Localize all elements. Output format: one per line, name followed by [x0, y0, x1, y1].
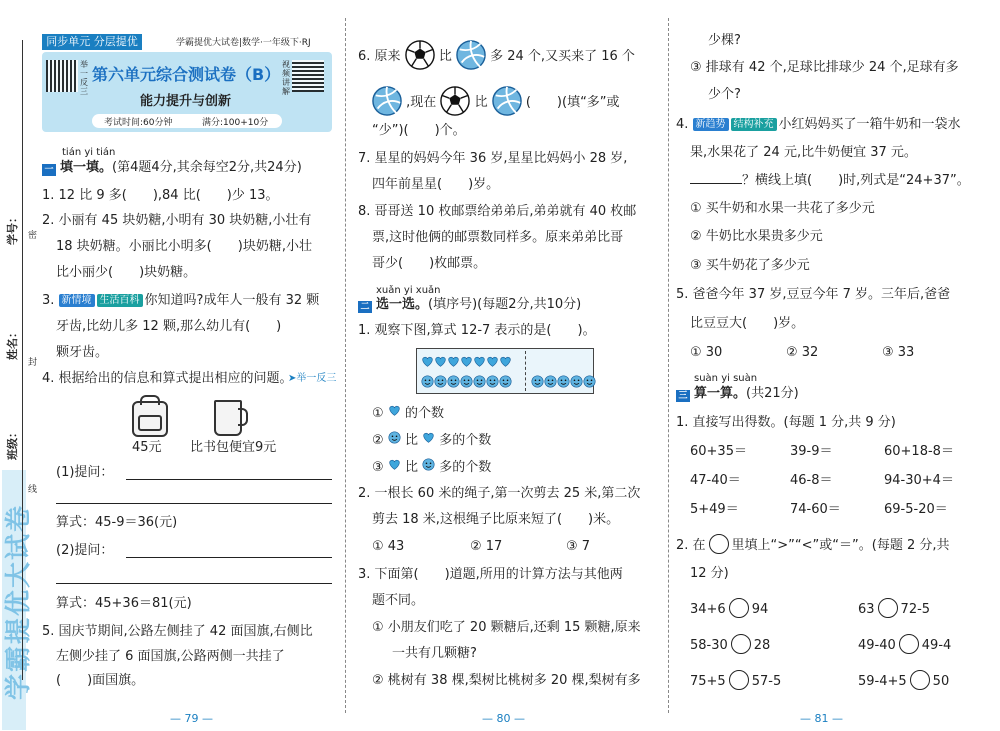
- calc-r2c3: 94-30+4＝: [884, 473, 954, 488]
- sec2-heading: 二 选一选。(填序号)(每题2分,共10分): [358, 297, 581, 313]
- qr-left-label: 举一反三: [80, 60, 88, 96]
- q1-5-l2: 左侧少挂了 6 面国旗,公路两侧一共挂了: [56, 649, 285, 664]
- r-top-l3: 少个?: [708, 87, 741, 102]
- sec2-pinyin: xuǎn yi xuǎn: [376, 285, 441, 296]
- name-label: 姓名：: [6, 327, 19, 360]
- q8-l3: 哥少( )枚邮票。: [372, 256, 487, 271]
- ask1-line-2[interactable]: [56, 503, 332, 504]
- ask1-line-1[interactable]: [126, 479, 332, 480]
- q2-3-l5: ② 桃树有 38 棵,梨树比桃树多 20 棵,梨树有多: [372, 673, 641, 688]
- volleyball-icon: [456, 40, 486, 70]
- q2-4-opt1: ① 买牛奶和水果一共花了多少元: [690, 201, 875, 216]
- q1-5-l1: 5. 国庆节期间,公路左侧挂了 42 面国旗,右侧比: [42, 624, 313, 639]
- heart-icon: [422, 431, 435, 444]
- q2-1-opt1: ① 的个数: [372, 406, 444, 421]
- q6-l3: “少”)( )个。: [372, 123, 466, 138]
- q1-3-l1: 3. 新情境 生活百科 你知道吗?成年人一般有 32 颗: [42, 293, 320, 308]
- ask2-line-1[interactable]: [126, 557, 332, 558]
- calc-r2c1: 47-40＝: [690, 473, 741, 488]
- q2-5-l1: 5. 爸爸今年 37 岁,豆豆今年 7 岁。三年后,爸爸: [676, 287, 951, 302]
- q2-5-opt1: ① 30: [690, 345, 723, 360]
- q2-2-l2: 剪去 18 米,这根绳子比原来短了( )米。: [372, 512, 620, 527]
- ask2-line-2[interactable]: [56, 583, 332, 584]
- q1-4-link[interactable]: ➤举一反三: [288, 373, 337, 384]
- q8-l1: 8. 哥哥送 10 枚邮票给弟弟后,弟弟就有 40 枚邮: [358, 204, 637, 219]
- schoolbag-image: [128, 395, 168, 435]
- q1-2-l3: 比小丽少( )块奶糖。: [56, 265, 197, 280]
- q2-3-l3: ① 小朋友们吃了 20 颗糖后,还剩 15 颗糖,原来: [372, 620, 641, 635]
- q2-2-opt3: ③ 7: [566, 539, 591, 554]
- q1-3-l2: 牙齿,比幼儿多 12 颗,那么幼儿有( ): [56, 319, 282, 334]
- heart-icon: [499, 355, 512, 368]
- q2-3-l2: 题不同。: [372, 593, 425, 608]
- q2-2-opt1: ① 43: [372, 539, 405, 554]
- q3-2-l2: 12 分): [690, 566, 729, 581]
- cmp-1: 34+6 94: [690, 598, 768, 618]
- smiley-icon: [486, 375, 499, 388]
- class-label: 班级：: [6, 427, 19, 460]
- q2-3-l1: 3. 下面第( )道题,所用的计算方法与其他两: [358, 567, 623, 582]
- header-tag: 同步单元 分层提优: [42, 34, 142, 50]
- heart-icon: [473, 355, 486, 368]
- q2-5-opt3: ③ 33: [882, 345, 915, 360]
- number-label: 学号：: [6, 212, 19, 245]
- q1-3-l3: 颗牙齿。: [56, 345, 109, 360]
- calc-r1c1: 60+35＝: [690, 444, 747, 459]
- qr-left: [46, 60, 78, 92]
- calc-r3c2: 74-60＝: [790, 502, 841, 517]
- cmp-5: 75+5 57-5: [690, 670, 781, 690]
- calc-r2c2: 46-8＝: [790, 473, 833, 488]
- volleyball-icon-3: [492, 86, 522, 116]
- q2-5-opt2: ② 32: [786, 345, 819, 360]
- q1-1: 1. 12 比 9 多( ),84 比( )少 13。: [42, 188, 279, 203]
- heart-icon: [460, 355, 473, 368]
- compare-circle[interactable]: [729, 670, 749, 690]
- smiley-icon: [473, 375, 486, 388]
- cmp-4: 49-40 49-4: [858, 634, 951, 654]
- smiley-icon: [434, 375, 447, 388]
- full-score: 满分:100+10分: [202, 118, 269, 128]
- page-title: 第六单元综合测试卷（B）: [92, 65, 281, 84]
- smiley-icon: [422, 458, 435, 471]
- q2-4-opt3: ③ 买牛奶花了多少元: [690, 258, 810, 273]
- page-number-mid: — 80 —: [482, 712, 525, 725]
- q2-2-opt2: ② 17: [470, 539, 503, 554]
- cup-image: [212, 398, 248, 436]
- cup-note: 比书包便宜9元: [190, 440, 277, 455]
- compare-circle[interactable]: [878, 598, 898, 618]
- smiley-icon: [583, 375, 596, 388]
- smiley-icon: [460, 375, 473, 388]
- compare-circle[interactable]: [729, 598, 749, 618]
- soccer-ball-icon: [405, 40, 435, 70]
- bag-price: 45元: [132, 440, 162, 455]
- sec3-pinyin: suàn yi suàn: [694, 373, 758, 384]
- q2-1-text: 1. 观察下图,算式 12-7 表示的是( )。: [358, 323, 596, 338]
- page-subtitle: 能力提升与创新: [140, 94, 232, 109]
- heart-icon: [388, 404, 401, 417]
- heart-icon: [388, 458, 401, 471]
- smiley-icon: [544, 375, 557, 388]
- r-top-l1: 少棵?: [708, 33, 741, 48]
- q2-2-l1: 2. 一根长 60 米的绳子,第一次剪去 25 米,第二次: [358, 486, 641, 501]
- compare-circle[interactable]: [731, 634, 751, 654]
- page-number-right: — 81 —: [800, 712, 843, 725]
- q2-4-l3: ？横线上填( )时,列式是“24+37”。: [690, 173, 970, 189]
- q2-1-opt3: ③ 比 多的个数: [372, 460, 492, 475]
- q6-l1: 6. 原来 比 多 24 个,又买来了 16 个: [358, 40, 635, 70]
- q1-4-text: 4. 根据给出的信息和算式提出相应的问题。: [42, 371, 293, 386]
- qr-right: [292, 60, 324, 92]
- heart-icon: [447, 355, 460, 368]
- q2-1-opt2: ② 比 多的个数: [372, 433, 492, 448]
- q8-l2: 票,这时他俩的邮票数同样多。原来弟弟比哥: [372, 230, 624, 245]
- smiley-icon: [388, 431, 401, 444]
- calc-r1c3: 60+18-8＝: [884, 444, 954, 459]
- q1-2-l1: 2. 小丽有 45 块奶糖,小明有 30 块奶糖,小壮有: [42, 213, 312, 228]
- q1-2-l2: 18 块奶糖。小丽比小明多( )块奶糖,小壮: [56, 239, 312, 254]
- blank-circle-icon: [709, 534, 729, 554]
- q6-l2: ,现在 比 ( )(填“多”或: [372, 86, 620, 116]
- compare-circle[interactable]: [899, 634, 919, 654]
- calc-r3c3: 69-5-20＝: [884, 502, 948, 517]
- cmp-3: 58-30 28: [690, 634, 770, 654]
- q7-l2: 四年前星星( )岁。: [372, 177, 500, 192]
- sec1-pinyin: tián yi tián: [62, 147, 116, 158]
- smiley-icon: [570, 375, 583, 388]
- binding-strip: [0, 0, 40, 731]
- smiley-icon: [557, 375, 570, 388]
- formula1: 算式：45-9＝36(元): [56, 515, 178, 530]
- calc-r1c2: 39-9＝: [790, 444, 833, 459]
- smiley-icon: [447, 375, 460, 388]
- heart-icon: [434, 355, 447, 368]
- compare-circle[interactable]: [910, 670, 930, 690]
- q2-1-figure: [416, 348, 594, 394]
- seal-mark-3: 线: [28, 485, 38, 495]
- soccer-ball-icon-2: [440, 86, 470, 116]
- calc-r3c1: 5+49＝: [690, 502, 739, 517]
- seal-mark: 密: [28, 231, 38, 241]
- sec1-heading: 一 填一填。(第4题4分,其余每空2分,共24分): [42, 160, 302, 176]
- q2-4-opt2: ② 牛奶比水果贵多少元: [690, 229, 823, 244]
- exam-time: 考试时间:60分钟: [104, 118, 173, 128]
- q2-4-l1: 4. 新趋势 结构补充 小红妈妈买了一箱牛奶和一袋水: [676, 117, 961, 132]
- smiley-icon: [531, 375, 544, 388]
- vertical-brand: 学霸提优大试卷: [4, 503, 34, 700]
- series-label: 学霸提优大试卷|数学·一年级下·RJ: [176, 38, 311, 48]
- ask2-label: (2)提问：: [56, 543, 114, 558]
- r-top-l2: ③ 排球有 42 个,足球比排球少 24 个,足球有多: [690, 60, 959, 75]
- smiley-icon: [421, 375, 434, 388]
- heart-icon: [486, 355, 499, 368]
- seal-mark-2: 封: [28, 358, 38, 368]
- q2-3-l4: 一共有几颗糖?: [392, 646, 477, 661]
- volleyball-icon-2: [372, 86, 402, 116]
- q2-4-l2: 果,水果花了 24 元,比牛奶便宜 37 元。: [690, 145, 917, 160]
- q3-2-l1: 2. 在 里填上“>”“<”或“＝”。(每题 2 分,共: [676, 534, 949, 554]
- header-banner: [42, 52, 332, 132]
- q3-1-text: 1. 直接写出得数。(每题 1 分,共 9 分): [676, 415, 896, 430]
- q7-l1: 7. 星星的妈妈今年 36 岁,星星比妈妈小 28 岁,: [358, 151, 628, 166]
- heart-icon: [421, 355, 434, 368]
- cmp-6: 59-4+5 50: [858, 670, 949, 690]
- smiley-icon: [499, 375, 512, 388]
- qr-right-label: 视频讲解: [282, 60, 290, 96]
- sec3-heading: 三 算一算。(共21分): [676, 386, 799, 402]
- ask1-label: (1)提问：: [56, 465, 114, 480]
- q1-5-l3: ( )面国旗。: [56, 673, 145, 688]
- q2-5-l2: 比豆豆大( )岁。: [690, 316, 805, 331]
- formula2: 算式：45+36＝81(元): [56, 596, 192, 611]
- page-number-left: — 79 —: [170, 712, 213, 725]
- cmp-2: 63 72-5: [858, 598, 930, 618]
